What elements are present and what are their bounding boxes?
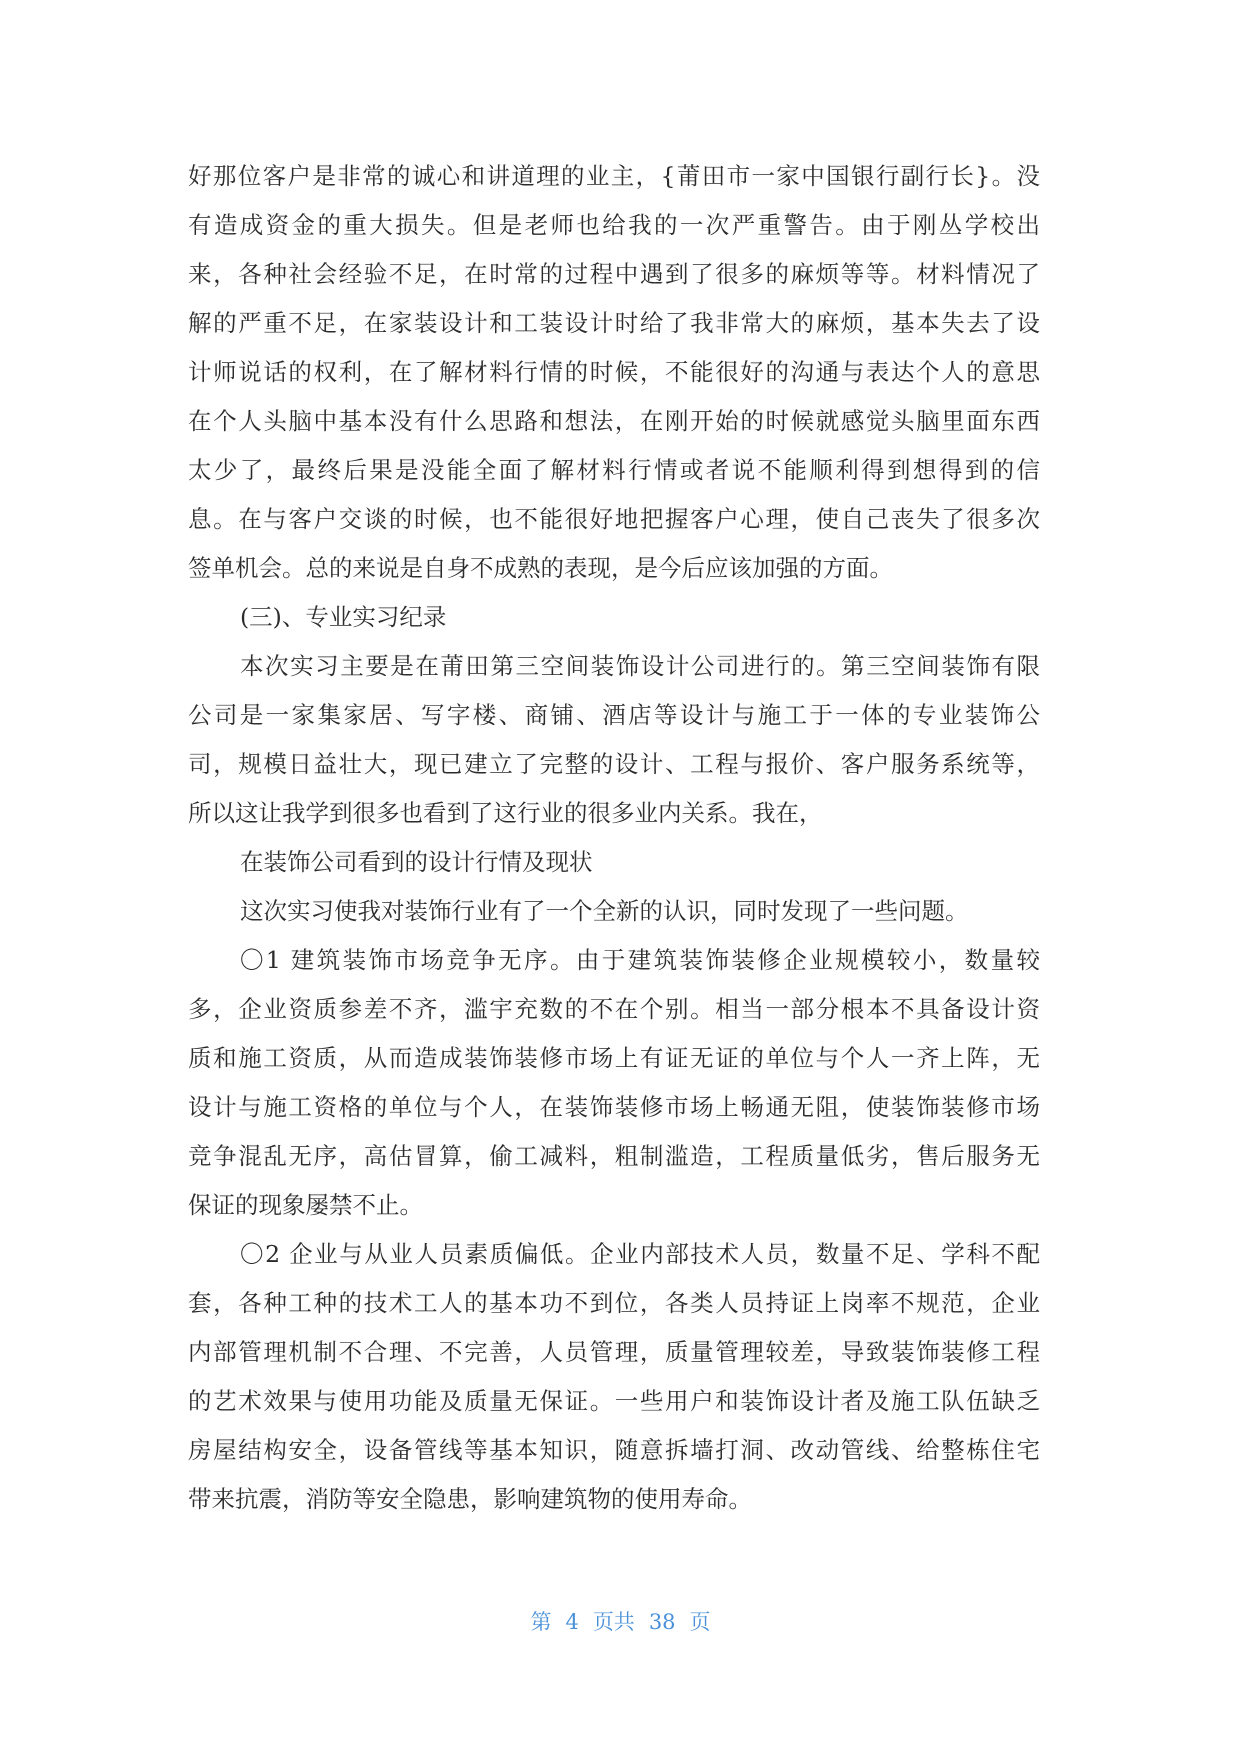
paragraph xyxy=(188,887,1040,936)
paragraph xyxy=(188,1230,1040,1524)
text-line: 套，各种工种的技术工人的基本功不到位，各类人员持证上岗率不规范，企业 xyxy=(188,1289,1040,1317)
text-line: 〇1 建筑装饰市场竞争无序。由于建筑装饰装修企业规模较小，数量较 xyxy=(240,946,1040,974)
paragraph xyxy=(188,642,1040,838)
text-line: 多，企业资质参差不齐，滥宇充数的不在个别。相当一部分根本不具备设计资 xyxy=(188,995,1040,1023)
text-line: 息。在与客户交谈的时候，也不能很好地把握客户心理，使自己丧失了很多次 xyxy=(188,505,1040,533)
text-line: 保证的现象屡禁不止。 xyxy=(188,1191,423,1219)
text-line: 内部管理机制不合理、不完善，人员管理，质量管理较差，导致装饰装修工程 xyxy=(188,1338,1040,1366)
text-line: 计师说话的权利，在了解材料行情的时候，不能很好的沟通与表达个人的意思 xyxy=(188,358,1040,386)
text-line: 的艺术效果与使用功能及质量无保证。一些用户和装饰设计者及施工队伍缺乏 xyxy=(188,1387,1040,1415)
text-line: 公司是一家集家居、写字楼、商铺、酒店等设计与施工于一体的专业装饰公 xyxy=(188,701,1040,729)
text-line: 房屋结构安全，设备管线等基本知识，随意拆墙打洞、改动管线、给整栋住宅 xyxy=(188,1436,1040,1464)
paragraph xyxy=(188,593,1040,642)
current-page-number: 4 xyxy=(565,1610,579,1634)
text-line: 在个人头脑中基本没有什么思路和想法，在刚开始的时候就感觉头脑里面东西 xyxy=(188,407,1040,435)
text-line: 有造成资金的重大损失。但是老师也给我的一次严重警告。由于刚丛学校出 xyxy=(188,211,1040,239)
text-line: 好那位客户是非常的诚心和讲道理的业主，{莆田市一家中国银行副行长}。没 xyxy=(188,162,1040,190)
body-text xyxy=(188,152,1040,1524)
text-line: 带来抗震，消防等安全隐患，影响建筑物的使用寿命。 xyxy=(188,1485,752,1513)
text-line: 本次实习主要是在莆田第三空间装饰设计公司进行的。第三空间装饰有限 xyxy=(240,652,1040,680)
text-line: 〇2 企业与从业人员素质偏低。企业内部技术人员，数量不足、学科不配 xyxy=(240,1240,1040,1268)
text-line: 竞争混乱无序，高估冒算，偷工减料，粗制滥造，工程质量低劣，售后服务无 xyxy=(188,1142,1040,1170)
paragraph xyxy=(188,838,1040,887)
text-line: 签单机会。总的来说是自身不成熟的表现，是今后应该加强的方面。 xyxy=(188,554,893,582)
footer-suffix: 页 xyxy=(689,1610,711,1634)
text-line: 设计与施工资格的单位与个人，在装饰装修市场上畅通无阻，使装饰装修市场 xyxy=(188,1093,1040,1121)
paragraph xyxy=(188,152,1040,593)
text-line: (三)、专业实习纪录 xyxy=(240,603,447,631)
text-line: 质和施工资质，从而造成装饰装修市场上有证无证的单位与个人一齐上阵，无 xyxy=(188,1044,1040,1072)
text-line: 司，规模日益壮大，现已建立了完整的设计、工程与报价、客户服务系统等， xyxy=(188,750,1040,778)
footer-middle: 页共 xyxy=(592,1610,635,1634)
total-page-count: 38 xyxy=(648,1610,676,1634)
text-line: 所以这让我学到很多也看到了这行业的很多业内关系。我在， xyxy=(188,799,823,827)
paragraph xyxy=(188,936,1040,1230)
text-line: 来，各种社会经验不足，在时常的过程中遇到了很多的麻烦等等。材料情况了 xyxy=(188,260,1040,288)
page-footer xyxy=(0,1607,1241,1637)
footer-prefix: 第 xyxy=(530,1610,552,1634)
text-line: 这次实习使我对装饰行业有了一个全新的认识，同时发现了一些问题。 xyxy=(240,897,969,925)
text-line: 解的严重不足，在家装设计和工装设计时给了我非常大的麻烦，基本失去了设 xyxy=(188,309,1040,337)
text-line: 太少了，最终后果是没能全面了解材料行情或者说不能顺利得到想得到的信 xyxy=(188,456,1040,484)
text-line: 在装饰公司看到的设计行情及现状 xyxy=(240,848,593,876)
